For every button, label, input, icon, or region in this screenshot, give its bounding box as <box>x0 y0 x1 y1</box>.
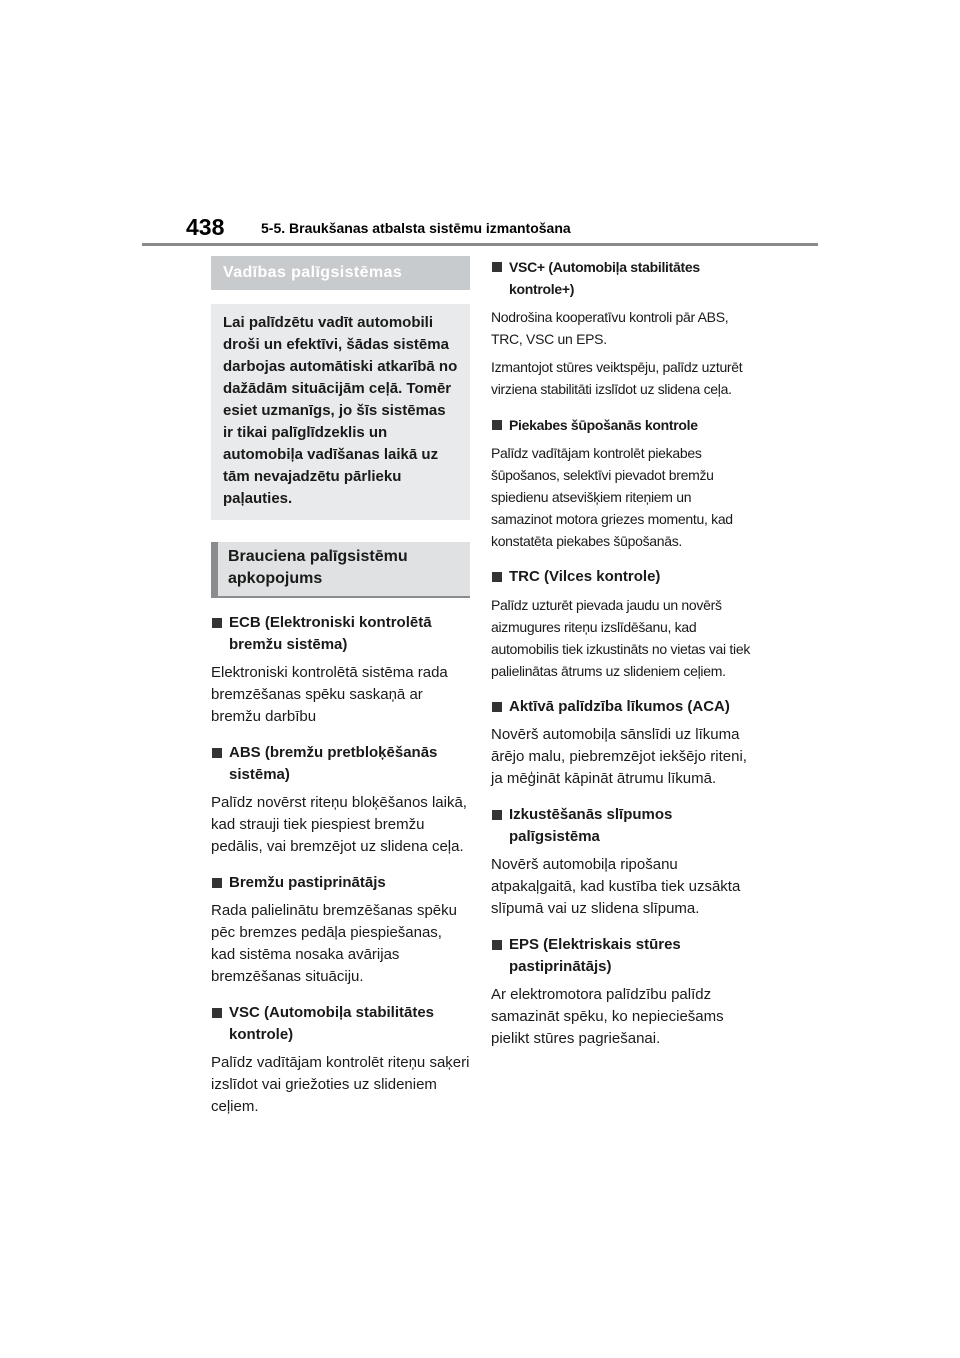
header-divider <box>142 243 818 246</box>
entry-body: Novērš automobiļa sānslīdi uz līkuma ārējo malu, piebremzējot iekšējo riteni, ja mēģināt kāpināt ātrumu līkumā. <box>491 726 747 787</box>
entry-title <box>491 256 751 300</box>
entry-body-2: Izmantojot stūres veiktspēju, palīdz uzturēt virziena stabilitāti izslīdot uz slidena ceļa. <box>491 359 743 397</box>
entry-title-text: Izkustēšanās slīpumos palīgsistēma <box>509 806 673 845</box>
entry-title-text: TRC (Vilces kontrole) <box>509 568 661 585</box>
entry-title-text: ECB (Elektroniski kontrolētā bremžu sistēma) <box>229 614 432 653</box>
entry-trailer-sway <box>491 414 751 552</box>
entry-title <box>211 872 470 894</box>
entry-title-text: Bremžu pastiprinātājs <box>229 874 386 891</box>
entry-body: Palīdz vadītājam kontrolēt piekabes šūpošanos, selektīvi pievadot bremžu spiedienu atsevišķiem riteņiem un samazinot motora griezes momentu, kad konstatēta piekabes šūpošanās. <box>491 445 733 549</box>
bullet-square-icon <box>212 878 222 888</box>
entry-body: Nodrošina kooperatīvu kontroli pār ABS, TRC, VSC un EPS. <box>491 309 729 347</box>
entry-body: Novērš automobiļa ripošanu atpakaļgaitā, kad kustība tiek uzsākta slīpumā vai uz slidena slīpuma. <box>491 856 741 917</box>
entry-title-text: VSC+ (Automobiļa stabilitātes kontrole+) <box>509 259 700 297</box>
entry-body: Palīdz uzturēt pievada jaudu un novērš aizmugures riteņu izslīdēšanu, kad automobilis tiek izkustināts no vietas vai tiek palielinātas ātrums uz slideniem ceļiem. <box>491 597 751 679</box>
bullet-square-icon <box>492 810 502 820</box>
bullet-square-icon <box>492 702 502 712</box>
entry-title <box>211 1002 470 1046</box>
bullet-square-icon <box>212 618 222 628</box>
entry-body: Palīdz vadītājam kontrolēt riteņu saķeri izslīdot vai griežoties uz slideniem ceļiem. <box>211 1054 470 1115</box>
entry-title-text: ABS (bremžu pretbloķēšanās sistēma) <box>229 744 438 783</box>
entry-title-text: Aktīvā palīdzība līkumos (ACA) <box>509 698 730 715</box>
entry-title <box>491 566 751 588</box>
page-number: 438 <box>186 214 225 240</box>
entry-title <box>211 612 470 656</box>
bullet-square-icon <box>492 940 502 950</box>
entry-vsc <box>211 1002 470 1118</box>
entry-hill-start <box>491 804 751 920</box>
intro-box: Lai palīdzētu vadīt automobili droši un efektīvi, šādas sistēma darbojas automātiski atkarībā no dažādām situācijām ceļā. Tomēr esiet uzmanīgs, jo šīs sistēmas ir tikai palīglīdzeklis un automobiļa vadīšanas laikā uz tām nevajadzētu pārlieku paļauties. <box>211 304 470 520</box>
entry-title <box>211 742 470 786</box>
section-title: 5-5. Braukšanas atbalsta sistēmu izmantošana <box>261 220 571 236</box>
entry-ecb <box>211 612 470 728</box>
entry-eps <box>491 934 751 1050</box>
entry-body: Ar elektromotora palīdzību palīdz samazināt spēku, ko nepieciešams pielikt stūres pagriešanai. <box>491 986 724 1047</box>
entry-body: Elektroniski kontrolētā sistēma rada bremzēšanas spēku saskaņā ar bremžu darbību <box>211 664 448 725</box>
entry-trc <box>491 566 751 682</box>
entry-title <box>491 414 751 436</box>
left-column <box>211 256 470 1118</box>
bullet-square-icon <box>212 748 222 758</box>
bullet-square-icon <box>212 1008 222 1018</box>
box-title-driving-assist: Vadības palīgsistēmas <box>211 256 470 290</box>
entry-title <box>491 804 751 848</box>
bullet-square-icon <box>492 572 502 582</box>
entry-title <box>491 696 751 718</box>
entry-title <box>491 934 751 978</box>
entry-title-text: EPS (Elektriskais stūres pastiprinātājs) <box>509 936 681 975</box>
entry-vsc-plus <box>491 256 751 400</box>
bullet-square-icon <box>492 420 502 430</box>
bullet-square-icon <box>492 262 502 272</box>
entry-title-text: VSC (Automobiļa stabilitātes kontrole) <box>229 1004 435 1043</box>
entry-abs <box>211 742 470 858</box>
entry-body: Rada palielinātu bremzēšanas spēku pēc bremzes pedāļa piespiešanas, kad sistēma nosaka avārijas bremzēšanas situāciju. <box>211 902 457 985</box>
box-title-summary: Brauciena palīgsistēmu apkopojums <box>211 542 470 598</box>
right-column <box>491 256 751 1050</box>
entry-aca <box>491 696 751 790</box>
entry-body: Palīdz novērst riteņu bloķēšanos laikā, kad strauji tiek piespiest bremžu pedālis, vai bremzējot uz slidena ceļa. <box>211 794 467 855</box>
entry-brake-assist <box>211 872 470 988</box>
entry-title-text: Piekabes šūpošanās kontrole <box>509 417 698 433</box>
